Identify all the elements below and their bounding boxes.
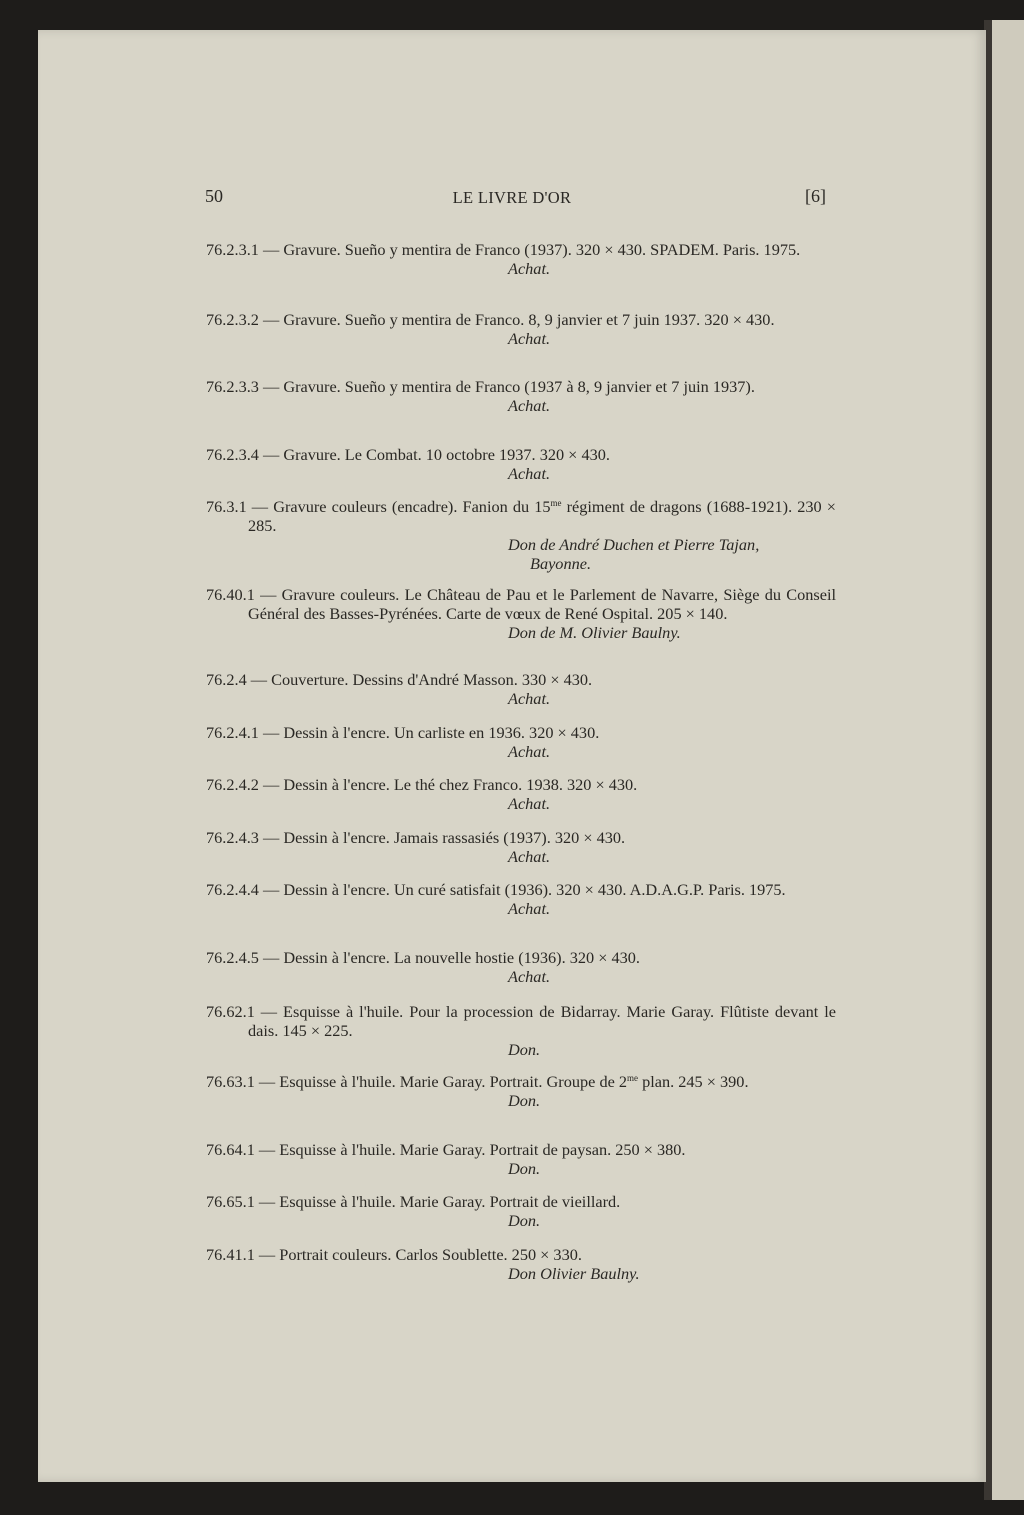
entry-description bbox=[206, 670, 836, 689]
entry-provenance-line2: Bayonne. bbox=[530, 554, 592, 573]
entry-text: 76.2.3.2 — Gravure. Sueño y mentira de Franco. 8, 9 janvier et 7 juin 1937. 320 × 430. bbox=[206, 310, 775, 329]
catalogue-entry bbox=[206, 377, 836, 415]
entry-provenance: Achat. bbox=[508, 899, 551, 918]
entry-description bbox=[206, 723, 836, 742]
entry-provenance: Achat. bbox=[508, 329, 551, 348]
catalogue-entry bbox=[206, 723, 836, 761]
entry-text: 76.2.4 — Couverture. Dessins d'André Masson. 330 × 430. bbox=[206, 670, 593, 689]
entry-description bbox=[206, 310, 836, 329]
catalogue-entry bbox=[206, 1192, 836, 1230]
section-number: [6] bbox=[805, 186, 826, 206]
entry-provenance: Achat. bbox=[508, 794, 551, 813]
running-title: LE LIVRE D'OR bbox=[452, 188, 572, 207]
entry-provenance: Achat. bbox=[508, 967, 551, 986]
entry-provenance: Achat. bbox=[508, 259, 551, 278]
entry-description bbox=[206, 1002, 836, 1040]
entry-description bbox=[206, 1140, 836, 1159]
facing-page-edge bbox=[990, 20, 1024, 1500]
entry-text-continued: plan. 245 × 390. bbox=[638, 1072, 749, 1091]
entry-text: 76.2.3.3 — Gravure. Sueño y mentira de Franco (1937 à 8, 9 janvier et 7 juin 1937). bbox=[206, 377, 755, 396]
entry-provenance: Achat. bbox=[508, 847, 551, 866]
entry-description bbox=[206, 828, 836, 847]
entry-provenance: Achat. bbox=[508, 464, 551, 483]
catalogue-entry bbox=[206, 1002, 836, 1059]
entry-provenance: Don de André Duchen et Pierre Tajan, bbox=[508, 535, 760, 554]
entry-superscript: me bbox=[550, 498, 562, 508]
entry-description bbox=[206, 377, 836, 396]
entry-description bbox=[206, 445, 836, 464]
entry-text: 76.64.1 — Esquisse à l'huile. Marie Garay. Portrait de paysan. 250 × 380. bbox=[206, 1140, 686, 1159]
entry-description bbox=[206, 497, 836, 535]
catalogue-entry bbox=[206, 1245, 836, 1283]
page-number: 50 bbox=[205, 186, 223, 206]
catalogue-entry bbox=[206, 828, 836, 866]
catalogue-entry bbox=[206, 240, 836, 278]
entry-description bbox=[206, 240, 836, 259]
catalogue-entry bbox=[206, 310, 836, 348]
entry-description bbox=[206, 775, 836, 794]
entry-superscript: me bbox=[627, 1073, 639, 1083]
entry-text: 76.2.4.5 — Dessin à l'encre. La nouvelle hostie (1936). 320 × 430. bbox=[206, 948, 640, 967]
entry-text: 76.62.1 — Esquisse à l'huile. Pour la procession de Bidarray. Marie Garay. Flûtiste devant le dais. 145 × 225. bbox=[206, 1002, 836, 1040]
entry-provenance: Achat. bbox=[508, 396, 551, 415]
entry-text: 76.2.3.1 — Gravure. Sueño y mentira de Franco (1937). 320 × 430. SPADEM. Paris. 1975. bbox=[206, 240, 801, 259]
entry-text: 76.63.1 — Esquisse à l'huile. Marie Garay. Portrait. Groupe de 2 bbox=[206, 1072, 628, 1091]
entry-text: 76.2.4.2 — Dessin à l'encre. Le thé chez Franco. 1938. 320 × 430. bbox=[206, 775, 638, 794]
catalogue-entry bbox=[206, 880, 836, 918]
catalogue-entry bbox=[206, 1140, 836, 1178]
entry-description bbox=[206, 948, 836, 967]
entry-provenance: Don. bbox=[508, 1091, 541, 1110]
entry-provenance: Achat. bbox=[508, 742, 551, 761]
catalogue-entry bbox=[206, 585, 836, 642]
entry-text: 76.2.3.4 — Gravure. Le Combat. 10 octobre 1937. 320 × 430. bbox=[206, 445, 610, 464]
entry-provenance: Don Olivier Baulny. bbox=[508, 1264, 640, 1283]
entry-provenance: Don. bbox=[508, 1211, 541, 1230]
entry-description bbox=[206, 1072, 836, 1091]
catalogue-entry bbox=[206, 670, 836, 708]
entry-description bbox=[206, 1192, 836, 1211]
entry-text: 76.3.1 — Gravure couleurs (encadre). Fanion du 15 bbox=[206, 497, 551, 516]
entry-provenance: Don. bbox=[508, 1159, 541, 1178]
catalogue-entry bbox=[206, 497, 836, 573]
catalogue-entry bbox=[206, 1072, 836, 1110]
entry-text: 76.2.4.3 — Dessin à l'encre. Jamais rassasiés (1937). 320 × 430. bbox=[206, 828, 626, 847]
entry-description bbox=[206, 585, 836, 623]
entry-description bbox=[206, 880, 836, 899]
entry-provenance: Achat. bbox=[508, 689, 551, 708]
entry-text: 76.40.1 — Gravure couleurs. Le Château de Pau et le Parlement de Navarre, Siège du Conseil Général des Basses-Pyrénées. Carte de vœux de René Ospital. 205 × 140. bbox=[206, 585, 836, 623]
entry-text: 76.41.1 — Portrait couleurs. Carlos Soublette. 250 × 330. bbox=[206, 1245, 582, 1264]
catalogue-entry bbox=[206, 948, 836, 986]
entry-text: 76.65.1 — Esquisse à l'huile. Marie Garay. Portrait de vieillard. bbox=[206, 1192, 621, 1211]
entry-text-continued: régiment de dragons (1688-1921). 230 × 285. bbox=[248, 497, 836, 535]
entry-text: 76.2.4.1 — Dessin à l'encre. Un carliste en 1936. 320 × 430. bbox=[206, 723, 600, 742]
entry-provenance: Don. bbox=[508, 1040, 541, 1059]
entry-text: 76.2.4.4 — Dessin à l'encre. Un curé satisfait (1936). 320 × 430. A.D.A.G.P. Paris. 1975. bbox=[206, 880, 786, 899]
entry-description bbox=[206, 1245, 836, 1264]
catalogue-entry bbox=[206, 445, 836, 483]
catalogue-entry bbox=[206, 775, 836, 813]
entry-provenance: Don de M. Olivier Baulny. bbox=[508, 623, 681, 642]
